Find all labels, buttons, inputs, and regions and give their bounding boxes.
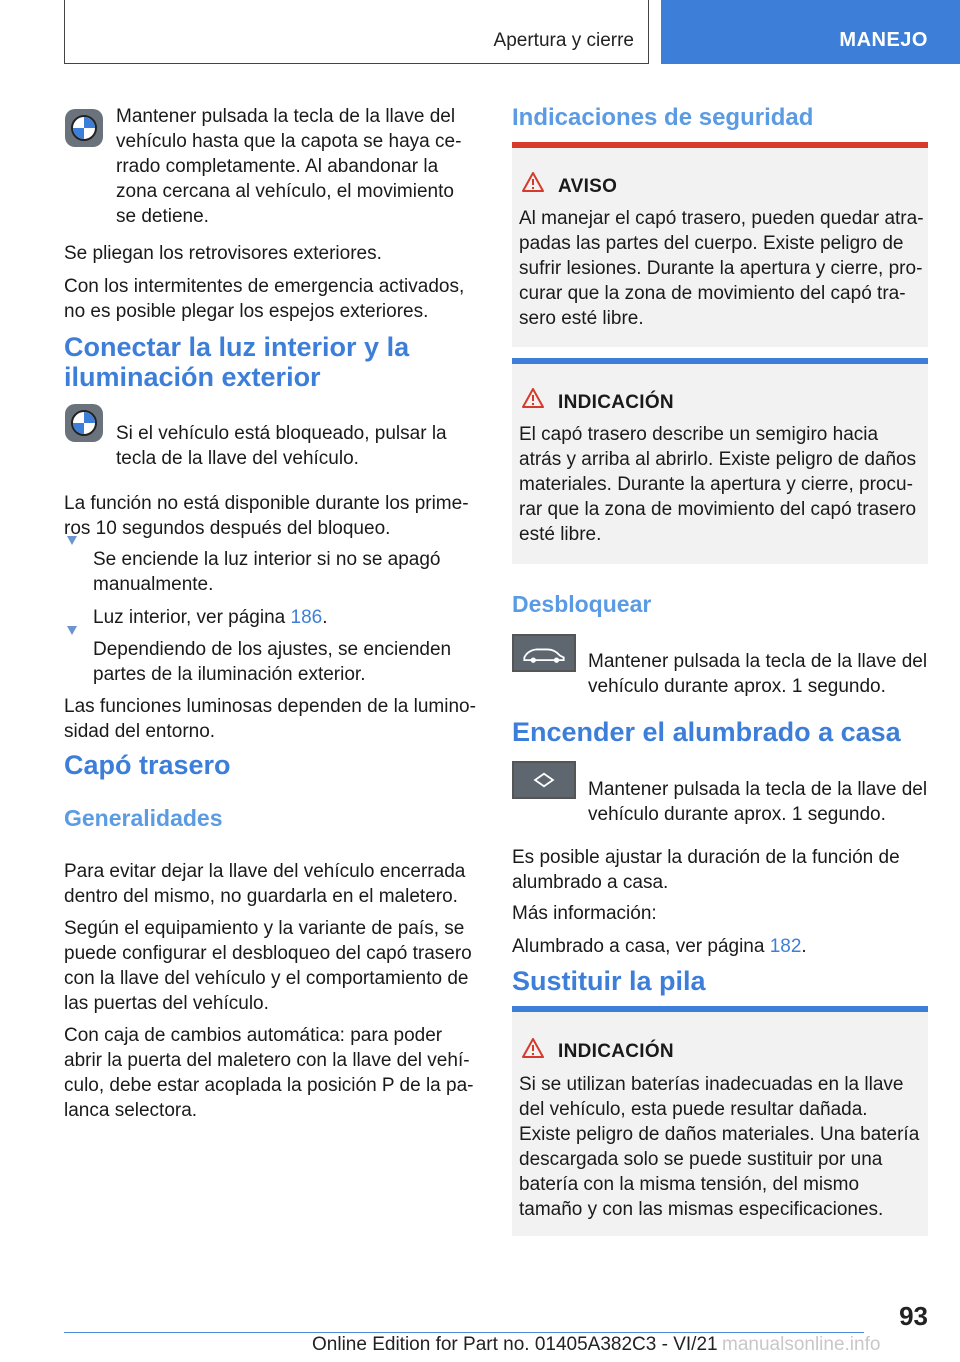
left-para-9: Con caja de cambios automática: para poder abrir la puerta del maletero con la llave del vehículo, debe estar acoplada la posición P de la palanca selectora. bbox=[64, 1025, 474, 1121]
notice-body: Si se utilizan baterías inadecuadas en la llave del vehículo, esta puede resultar dañada. Existe peligro de daños materiales. Una batería descargada solo se puede sustituir por una batería con la misma tensión, del mismo tamaño y con las mismas especificaciones. bbox=[519, 1074, 920, 1220]
left-para-8: Según el equipamiento y la variante de país, se puede configurar el desbloqueo del capó trasero con la llave del vehículo y el comportamiento de las puertas del vehículo. bbox=[64, 918, 472, 1014]
left-para-6: Las funciones luminosas dependen de la luminosidad del entorno. bbox=[64, 696, 476, 742]
footer-divider bbox=[64, 1332, 864, 1333]
home-light-reference bbox=[512, 934, 928, 959]
bmw-key-icon bbox=[64, 403, 104, 443]
notice-body: El capó trasero describe un semigiro hacia atrás y arriba al abrirlo. Existe peligro de daños materiales. Durante la apertura y cierre, procurar que la zona de movimiento del capó trasero esté libre. bbox=[519, 424, 917, 545]
warning-title: AVISO bbox=[558, 176, 618, 197]
heading-trunk: Capó trasero bbox=[64, 750, 231, 780]
period: . bbox=[322, 607, 328, 628]
home-light-para-2: Es posible ajustar la duración de la función de alumbrado a casa. bbox=[512, 847, 900, 893]
reference-text: Luz interior, ver página bbox=[93, 607, 291, 628]
chapter-tab[interactable] bbox=[661, 0, 960, 64]
unlock-text: Mantener pulsada la tecla de la llave del vehículo durante aprox. 1 segundo. bbox=[588, 651, 928, 697]
left-para-2: Se pliegan los retrovisores exteriores. bbox=[64, 243, 382, 264]
bullet-marker bbox=[67, 536, 77, 545]
warning-triangle-icon bbox=[522, 172, 544, 192]
notice-box-battery bbox=[512, 1006, 928, 1236]
edition-text: Online Edition for Part no. 01405A382C3 - VI/21 bbox=[312, 1334, 718, 1355]
home-light-text: Mantener pulsada la tecla de la llave del vehículo durante aprox. 1 segundo. bbox=[588, 779, 928, 825]
bullet-marker bbox=[67, 626, 77, 635]
chapter-tab-label: MANEJO bbox=[839, 29, 928, 51]
left-para-1a bbox=[116, 104, 476, 229]
bmw-key-icon bbox=[64, 108, 104, 148]
left-para-5: La función no está disponible durante los primeros 10 segundos después del bloqueo. bbox=[64, 493, 469, 539]
heading-unlock: Desbloquear bbox=[512, 591, 652, 617]
page-link-182[interactable]: 182 bbox=[769, 936, 802, 957]
bullet-1-text: Se enciende la luz interior si no se apagó manualmente. bbox=[93, 549, 441, 595]
heading-home-light: Encender el alumbrado a casa bbox=[512, 717, 901, 747]
more-info-label: Más información: bbox=[512, 903, 657, 924]
warning-triangle-icon bbox=[522, 388, 544, 408]
home-light-key-icon bbox=[512, 761, 576, 799]
notice-box-lid bbox=[512, 358, 928, 564]
heading-safety: Indicaciones de seguridad bbox=[512, 104, 814, 131]
bullet-1-reference bbox=[93, 605, 476, 630]
warning-triangle-icon bbox=[522, 1038, 544, 1058]
heading-interior-light: Conectar la luz interior y la iluminación exterior bbox=[64, 332, 410, 392]
left-para-4: Si el vehículo está bloqueado, pulsar la tecla de la llave del vehículo. bbox=[116, 423, 447, 469]
bullet-2-text: Dependiendo de los ajustes, se encienden partes de la iluminación exterior. bbox=[93, 639, 452, 685]
reference-text: Alumbrado a casa, ver página bbox=[512, 936, 770, 957]
notice-title: INDICACIÓN bbox=[558, 392, 674, 413]
notice-title: INDICACIÓN bbox=[558, 1041, 674, 1062]
page-number: 93 bbox=[899, 1301, 928, 1331]
period: . bbox=[801, 936, 807, 957]
warning-body: Al manejar el capó trasero, pueden quedar atrapadas las partes del cuerpo. Existe peligro de sufrir lesiones. Durante la apertura y cierre, procurar que la zona de movimiento del capó trasero esté libre. bbox=[519, 208, 924, 329]
warning-box-aviso bbox=[512, 142, 928, 347]
trunk-key-icon bbox=[512, 634, 576, 672]
page-link-186[interactable]: 186 bbox=[290, 607, 323, 628]
left-para-7: Para evitar dejar la llave del vehículo encerrada dentro del mismo, no guardarla en el maletero. bbox=[64, 861, 466, 907]
left-para-3: Con los intermitentes de emergencia activados, no es posible plegar los espejos exteriores. bbox=[64, 276, 465, 322]
left-para-1-text: Mantener pulsada la tecla de la llave del vehículo hasta que la capota se haya cerrado completamente. Al abandonar la zona cercana al vehículo, el movimiento se detiene. bbox=[116, 106, 462, 227]
header-section-box bbox=[64, 0, 649, 64]
heading-general: Generalidades bbox=[64, 805, 223, 831]
watermark-text: manualsonline.info bbox=[722, 1334, 881, 1355]
section-title: Apertura y cierre bbox=[493, 30, 634, 51]
heading-battery: Sustituir la pila bbox=[512, 966, 706, 996]
